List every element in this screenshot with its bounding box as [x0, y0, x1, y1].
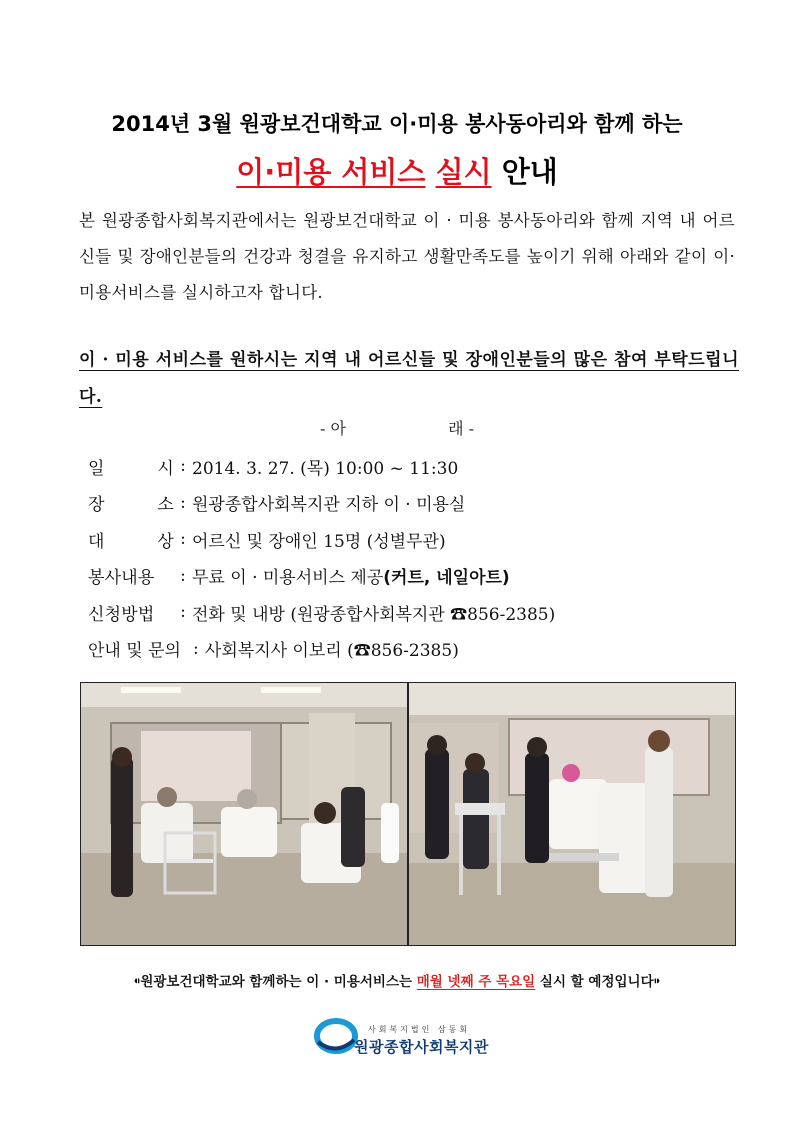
detail-label-content: 봉사내용 [88, 568, 155, 589]
detail-label-date-c1: 일 [88, 458, 105, 479]
detail-label-place [88, 490, 174, 515]
detail-row-date [88, 448, 728, 485]
logo-subtitle: 사회복지법인 삼동회 [368, 1025, 471, 1034]
intro-paragraph: 본 원광종합사회복지관에서는 원광보건대학교 이 · 미용 봉사동아리와 함께 지역 내 어르신들 및 장애인분들의 건강과 청결을 유지하고 생활만족도를 높이기 위해 아래와 같이 이·미용서비스를 실시하고자 합니다. [79, 211, 735, 302]
colon: : [180, 492, 186, 513]
colon: : [180, 456, 186, 477]
details-heading-left: - 아 [319, 419, 346, 438]
detail-label-contact: 안내 및 문의 [88, 641, 181, 662]
detail-value-contact: 사회복지사 이보리 (☎856-2385) [204, 641, 459, 662]
detail-row-content [88, 558, 728, 595]
detail-label-date-c2: 시 [157, 458, 174, 479]
detail-value-apply: 전화 및 내방 (원광종합사회복지관 ☎856-2385) [192, 604, 556, 625]
photo-strip [80, 682, 736, 946]
heading-main [0, 150, 794, 191]
salon-scene-illustration [81, 683, 407, 945]
logo-title: 원광종합사회복지관 [354, 1038, 489, 1056]
detail-label-date [88, 454, 174, 479]
detail-label-target-c2: 상 [157, 531, 174, 552]
detail-row-target [88, 521, 728, 558]
detail-value-content-bold: (커트, 네일아트) [383, 568, 510, 589]
detail-label-place-c1: 장 [88, 495, 105, 516]
heading-notice: 안내 [501, 155, 558, 189]
welfare-center-logo [314, 1014, 534, 1060]
photo-salon-left [81, 683, 409, 945]
details-heading [0, 416, 794, 439]
colon: : [180, 565, 186, 586]
heading-line1: 2014년 3월 원광보건대학교 이·미용 봉사동아리와 함께 하는 [111, 112, 683, 136]
heading-service: 이·미용 서비스 [236, 155, 426, 189]
photo-salon-right [409, 683, 735, 945]
detail-value-place: 원광종합사회복지관 지하 이 · 미용실 [192, 495, 466, 516]
colon: : [193, 638, 199, 659]
colon: : [180, 602, 186, 623]
detail-row-place [88, 485, 728, 522]
detail-label-place-c2: 소 [157, 495, 174, 516]
detail-value-target: 어르신 및 장애인 15명 (성별무관) [192, 531, 446, 552]
details-heading-right: 래 - [448, 419, 475, 438]
request-text: 이 · 미용 서비스를 원하시는 지역 내 어르신들 및 장애인분들의 많은 참여 부탁드립니다. [79, 350, 739, 407]
detail-label-target [88, 527, 174, 552]
schedule-notice [0, 970, 794, 990]
salon-scene-illustration [409, 683, 735, 945]
notice-prefix: ⁌원광보건대학교와 함께하는 이 · 미용서비스는 [133, 974, 417, 990]
notice-suffix: 실시 할 예정입니다⁍ [535, 974, 661, 990]
detail-row-contact [88, 631, 728, 668]
detail-value-content: 무료 이 · 미용서비스 제공 [192, 568, 384, 589]
colon: : [180, 529, 186, 550]
details-list [88, 448, 728, 667]
detail-label-apply: 신청방법 [88, 604, 155, 625]
detail-label-target-c1: 대 [88, 531, 105, 552]
detail-row-apply [88, 594, 728, 631]
request-paragraph [79, 342, 739, 416]
notice-highlight: 매월 넷째 주 목요일 [416, 974, 536, 990]
detail-value-date: 2014. 3. 27. (목) 10:00 ~ 11:30 [192, 458, 459, 479]
heading-implement: 실시 [435, 155, 492, 189]
